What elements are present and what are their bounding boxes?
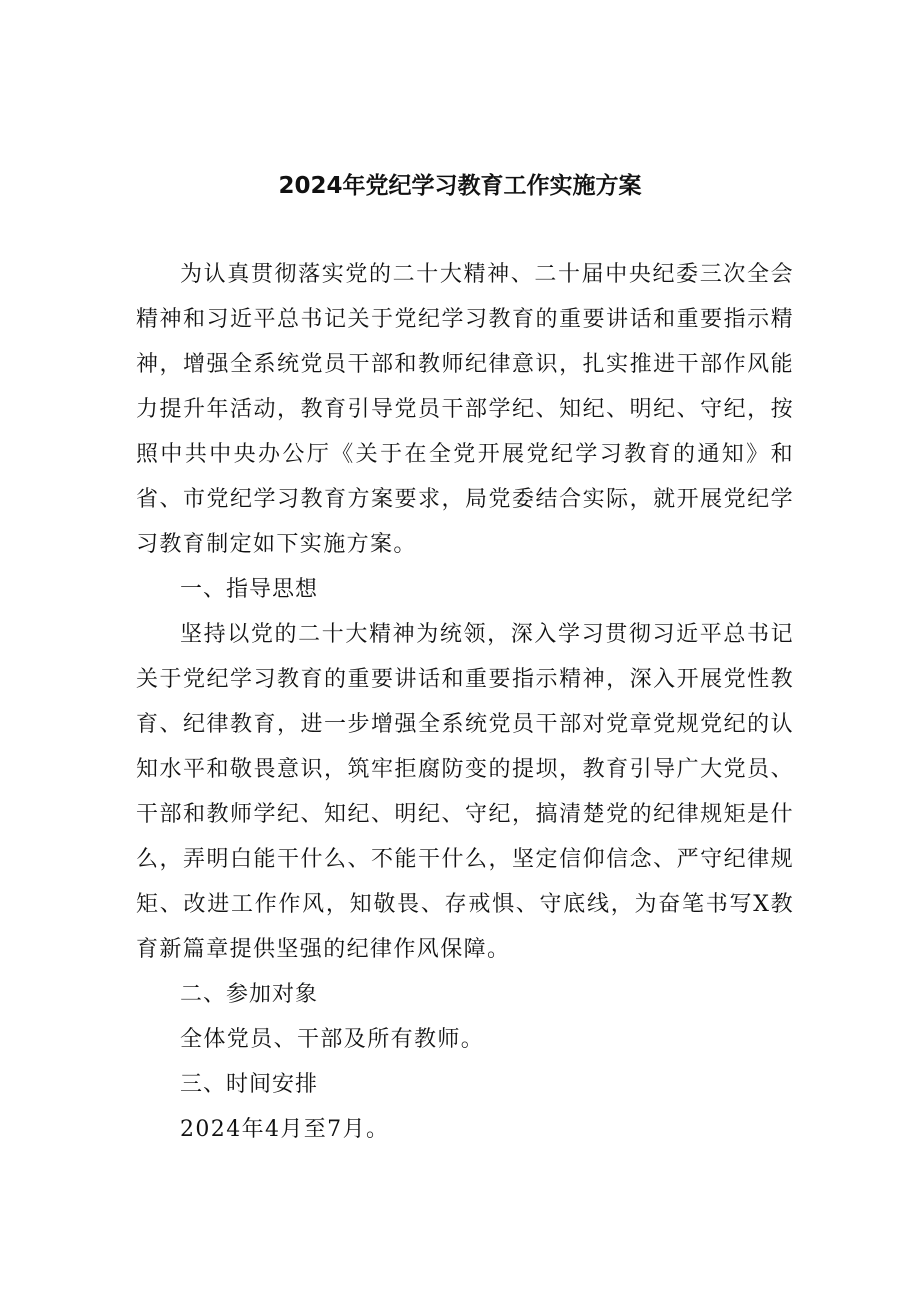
document-body	[136, 252, 794, 1152]
section-heading-schedule: 三、时间安排	[180, 1072, 319, 1097]
intro-paragraph: 为认真贯彻落实党的二十大精神、二十届中央纪委三次全会精神和习近平总书记关于党纪学习教育的重要讲话和重要指示精神，增强全系统党员干部和教师纪律意识，扎实推进干部作风能力提升年活动，教育引导党员干部学纪、知纪、明纪、守纪，按照中共中央办公厅《关于在全党开展党纪学习教育的通知》和省、市党纪学习教育方案要求，局党委结合实际，就开展党纪学习教育制定如下实施方案。	[136, 262, 794, 557]
section-heading-participants: 二、参加对象	[180, 982, 319, 1007]
section-body-schedule: 2024年4月至7月。	[180, 1117, 390, 1142]
section-body-guiding-ideology: 坚持以党的二十大精神为统领，深入学习贯彻习近平总书记关于党纪学习教育的重要讲话和重要指示精神，深入开展党性教育、纪律教育，进一步增强全系统党员干部对党章党规党纪的认知水平和敬畏意识，筑牢拒腐防变的提坝，教育引导广大党员、干部和教师学纪、知纪、明纪、守纪，搞清楚党的纪律规矩是什么，弄明白能干什么、不能干什么，坚定信仰信念、严守纪律规矩、改进工作作风，知敬畏、存戒惧、守底线，为奋笔书写X教育新篇章提供坚强的纪律作风保障。	[136, 622, 794, 962]
document-title: 2024年党纪学习教育工作实施方案	[278, 173, 642, 199]
section-body-participants: 全体党员、干部及所有教师。	[180, 1027, 485, 1052]
section-heading-guiding-ideology: 一、指导思想	[180, 577, 319, 602]
